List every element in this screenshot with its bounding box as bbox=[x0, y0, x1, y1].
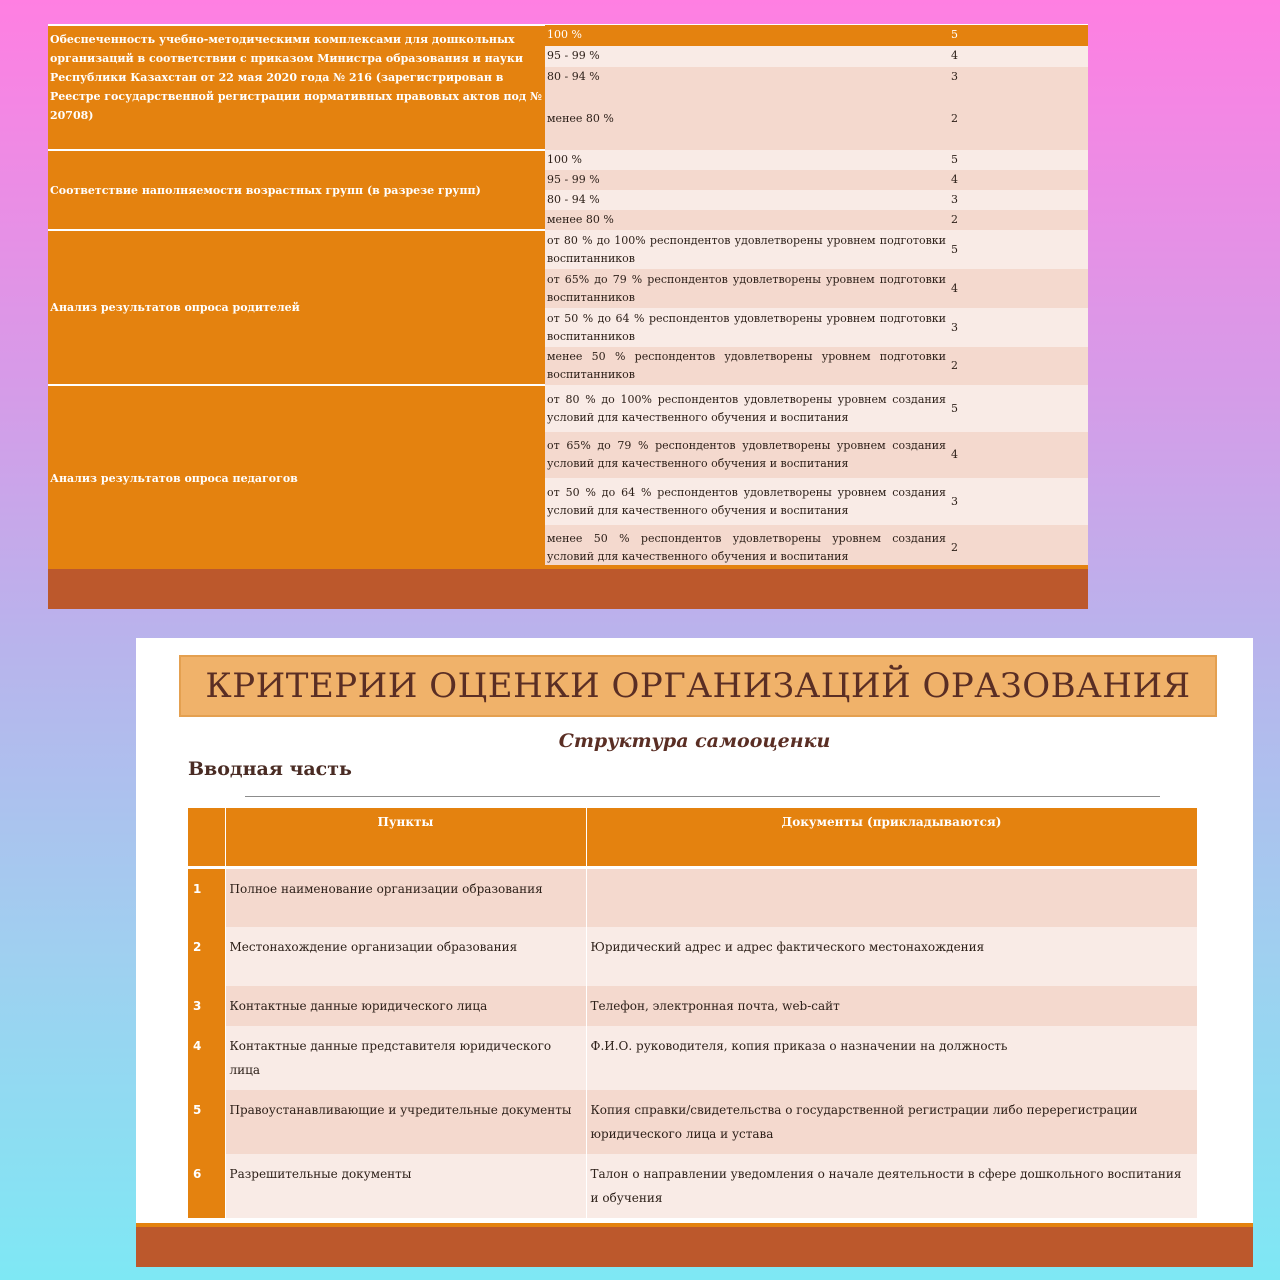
item-cell: Правоустанавливающие и учредительные документы bbox=[225, 1090, 586, 1154]
condition-cell: менее 50 % респондентов удовлетворены уровнем создания условий для качественного обучения и воспитания bbox=[545, 525, 948, 571]
divider bbox=[245, 796, 1160, 797]
score-cell: 5 bbox=[948, 150, 1088, 170]
item-cell: Полное наименование организации образования bbox=[225, 868, 586, 927]
row-number: 5 bbox=[188, 1090, 225, 1154]
item-cell: Контактные данные представителя юридического лица bbox=[225, 1026, 586, 1090]
score-cell: 5 bbox=[948, 230, 1088, 269]
score-cell: 4 bbox=[948, 170, 1088, 190]
score-cell: 3 bbox=[948, 190, 1088, 210]
score-cell: 4 bbox=[948, 269, 1088, 308]
slide-footer-bar bbox=[136, 1223, 1253, 1267]
slide-subtitle: Структура самооценки bbox=[558, 730, 831, 752]
condition-cell: 95 - 99 % bbox=[545, 170, 948, 190]
documents-cell bbox=[586, 868, 1197, 927]
section-heading: Вводная часть bbox=[188, 758, 352, 780]
item-cell: Местонахождение организации образования bbox=[225, 927, 586, 986]
row-number: 1 bbox=[188, 868, 225, 927]
score-cell: 2 bbox=[948, 525, 1088, 571]
row-number: 2 bbox=[188, 927, 225, 986]
row-number: 4 bbox=[188, 1026, 225, 1090]
documents-cell: Копия справки/свидетельства о государственной регистрации либо перерегистрации юридического лица и устава bbox=[586, 1090, 1197, 1154]
condition-cell: 80 - 94 % bbox=[545, 67, 948, 88]
header-documents: Документы (прикладываются) bbox=[586, 808, 1197, 868]
condition-cell: менее 50 % респондентов удовлетворены уровнем подготовки воспитанников bbox=[545, 347, 948, 385]
score-cell: 3 bbox=[948, 478, 1088, 525]
criterion-title: Анализ результатов опроса педагогов bbox=[48, 385, 545, 571]
condition-cell: менее 80 % bbox=[545, 87, 948, 150]
criterion-title: Соответствие наполняемости возрастных групп (в разрезе групп) bbox=[48, 150, 545, 230]
slide-footer-bar bbox=[48, 565, 1088, 609]
score-cell: 2 bbox=[948, 87, 1088, 150]
condition-cell: от 80 % до 100% респондентов удовлетворены уровнем создания условий для качественного обучения и воспитания bbox=[545, 385, 948, 432]
condition-cell: от 65% до 79 % респондентов удовлетворены уровнем подготовки воспитанников bbox=[545, 269, 948, 308]
condition-cell: от 50 % до 64 % респондентов удовлетворены уровнем подготовки воспитанников bbox=[545, 308, 948, 347]
header-items: Пункты bbox=[225, 808, 586, 868]
condition-cell: от 65% до 79 % респондентов удовлетворены уровнем создания условий для качественного обучения и воспитания bbox=[545, 432, 948, 478]
condition-cell: 80 - 94 % bbox=[545, 190, 948, 210]
score-cell: 4 bbox=[948, 46, 1088, 67]
slide-title: КРИТЕРИИ ОЦЕНКИ ОРГАНИЗАЦИЙ ОРАЗОВАНИЯ bbox=[179, 655, 1217, 717]
criteria-slide bbox=[48, 24, 1088, 609]
row-number: 6 bbox=[188, 1154, 225, 1218]
score-cell: 5 bbox=[948, 25, 1088, 46]
criterion-title: Анализ результатов опроса родителей bbox=[48, 230, 545, 385]
criterion-title: Обеспеченность учебно-методическими комплексами для дошкольных организаций в соответствии с приказом Министра образования и науки Республики Казахстан от 22 мая 2020 года № 216 (зарегистрирован в Реестре государственной регистрации нормативных правовых актов под № 20708) bbox=[48, 25, 545, 150]
condition-cell: 95 - 99 % bbox=[545, 46, 948, 67]
score-cell: 3 bbox=[948, 67, 1088, 88]
documents-table bbox=[188, 808, 1198, 1218]
row-number: 3 bbox=[188, 986, 225, 1026]
item-cell: Разрешительные документы bbox=[225, 1154, 586, 1218]
score-cell: 5 bbox=[948, 385, 1088, 432]
condition-cell: 100 % bbox=[545, 25, 948, 46]
condition-cell: от 50 % до 64 % респондентов удовлетворены уровнем создания условий для качественного обучения и воспитания bbox=[545, 478, 948, 525]
criteria-table bbox=[48, 24, 1088, 572]
condition-cell: менее 80 % bbox=[545, 210, 948, 230]
self-assessment-slide bbox=[136, 638, 1253, 1267]
header-number bbox=[188, 808, 225, 868]
score-cell: 2 bbox=[948, 347, 1088, 385]
condition-cell: от 80 % до 100% респондентов удовлетворены уровнем подготовки воспитанников bbox=[545, 230, 948, 269]
documents-cell: Талон о направлении уведомления о начале деятельности в сфере дошкольного воспитания и обучения bbox=[586, 1154, 1197, 1218]
score-cell: 2 bbox=[948, 210, 1088, 230]
item-cell: Контактные данные юридического лица bbox=[225, 986, 586, 1026]
documents-cell: Телефон, электронная почта, web-сайт bbox=[586, 986, 1197, 1026]
score-cell: 4 bbox=[948, 432, 1088, 478]
documents-cell: Юридический адрес и адрес фактического местонахождения bbox=[586, 927, 1197, 986]
documents-cell: Ф.И.О. руководителя, копия приказа о назначении на должность bbox=[586, 1026, 1197, 1090]
score-cell: 3 bbox=[948, 308, 1088, 347]
condition-cell: 100 % bbox=[545, 150, 948, 170]
